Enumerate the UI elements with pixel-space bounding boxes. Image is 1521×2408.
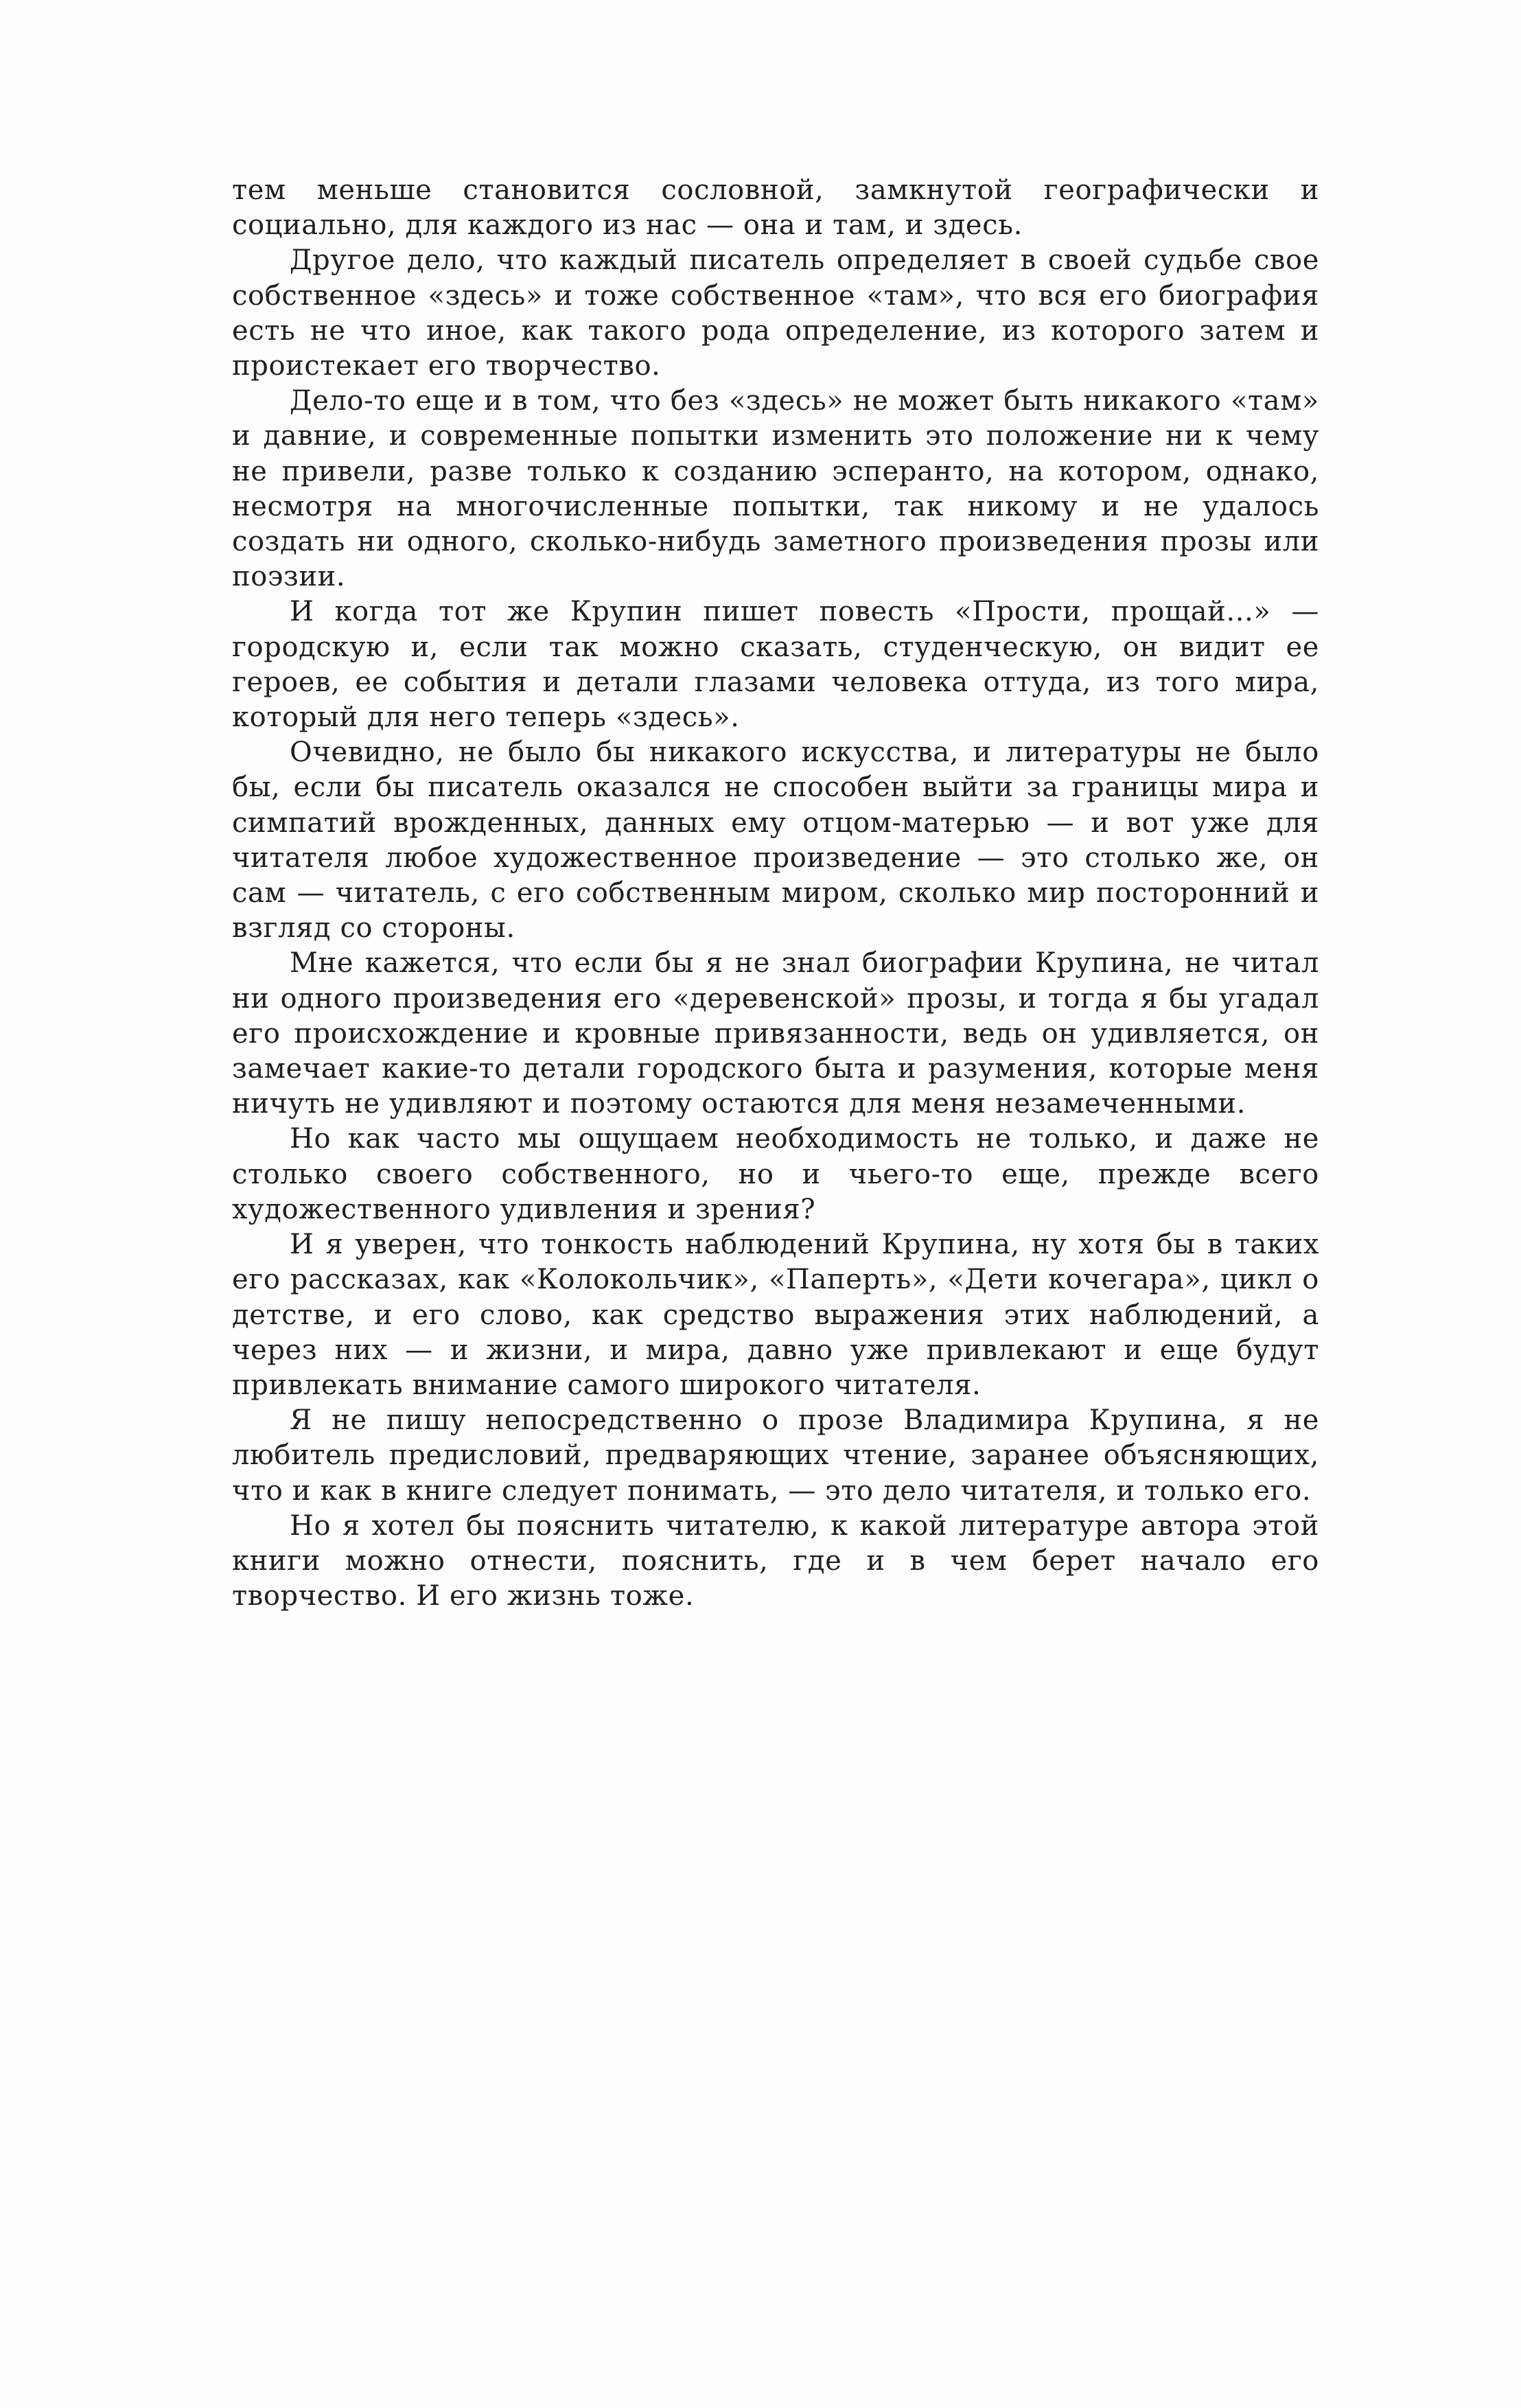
paragraph: Я не пишу непосредственно о прозе Владимира Крупина, я не любитель предисловий, предваряющих чтение, заранее объясняющих, что и как в книге следует понимать, — это дело читателя, и только его. <box>232 1404 1319 1507</box>
paragraph: Другое дело, что каждый писатель определяет в своей судьбе свое собственное «здесь» и тоже собственное «там», что вся его биография есть не что иное, как такого рода определение, из которого затем и проистекает его творчество. <box>232 244 1319 382</box>
paragraph: Но как часто мы ощущаем необходимость не только, и даже не столько своего собственного, но и чьего-то еще, прежде всего художественного удивления и зрения? <box>232 1123 1319 1225</box>
paragraph: И я уверен, что тонкость наблюдений Крупина, ну хотя бы в таких его рассказах, как «Колокольчик», «Паперть», «Дети кочегара», цикл о детстве, и его слово, как средство выражения этих наблюдений, а через них — и жизни, и мира, давно уже привлекают и еще будут привлекать внимание самого широкого читателя. <box>232 1229 1319 1401</box>
paragraph: Мне кажется, что если бы я не знал биографии Крупина, не читал ни одного произведения его «деревенской» прозы, и тогда я бы угадал его происхождение и кровные привязанности, ведь он удивляется, он замечает какие-то детали городского быта и разумения, которые меня ничуть не удивляют и поэтому остаются для меня незамеченными. <box>232 947 1319 1120</box>
paragraph: И когда тот же Крупин пишет повесть «Прости, прощай...» — городскую и, если так можно сказать, студенческую, он видит ее героев, ее события и детали глазами человека оттуда, из того мира, который для него теперь «здесь». <box>232 596 1319 734</box>
body-text <box>232 173 1319 1614</box>
paragraph: Но я хотел бы пояснить читателю, к какой литературе автора этой книги можно отнести, пояснить, где и в чем берет начало его творчество. И его жизнь тоже. <box>232 1509 1319 1612</box>
paragraph: Очевидно, не было бы никакого искусства, и литературы не было бы, если бы писатель оказался не способен выйти за границы мира и симпатий врожденных, данных ему отцом-матерью — и вот уже для читателя любое художественное произведение — это столько же, он сам — читатель, с его собственным миром, сколько мир посторонний и взгляд со стороны. <box>232 737 1319 945</box>
paragraph: Дело-то еще и в том, что без «здесь» не может быть никакого «там» и давние, и современные попытки изменить это положение ни к чему не привели, разве только к созданию эсперанто, на котором, однако, несмотря на многочисленные попытки, так никому и не удалось создать ни одного, сколько-нибудь заметного произведения прозы или поэзии. <box>232 385 1319 593</box>
paragraph-continuation: тем меньше становится сословной, замкнутой географически и социально, для каждого из нас — она и там, и здесь. <box>232 174 1319 242</box>
